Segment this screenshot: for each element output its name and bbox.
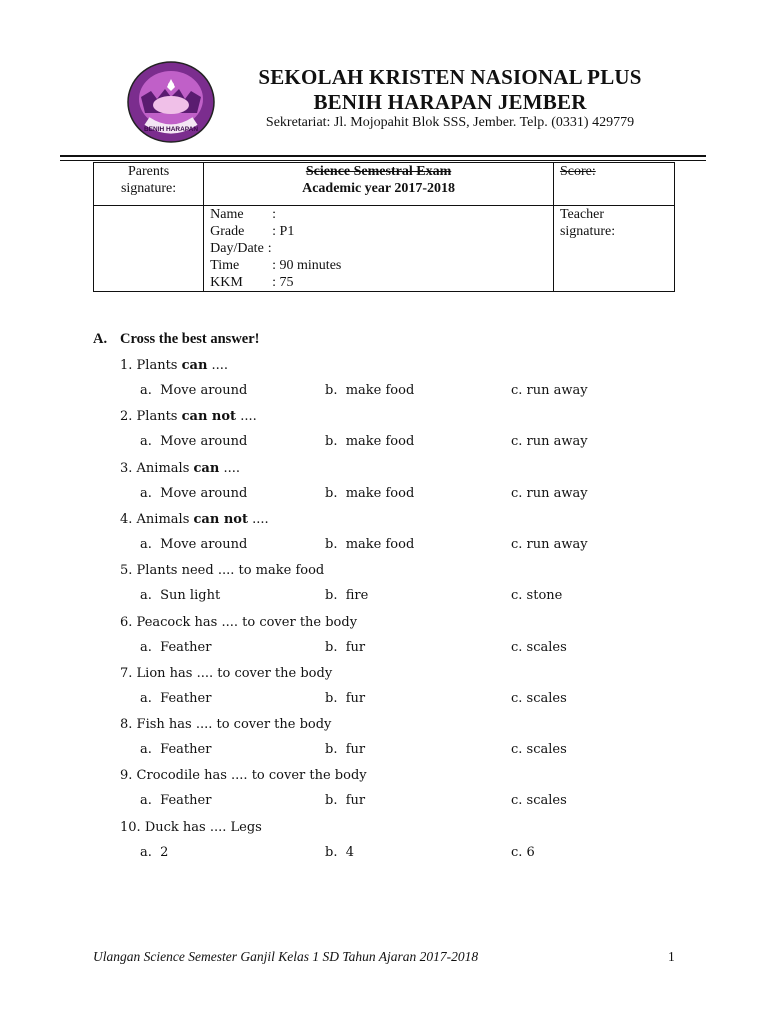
- score-cell: [553, 163, 674, 206]
- question-1: [120, 358, 228, 373]
- question-number: 9.: [120, 768, 133, 784]
- question-1-option-c: c. run away: [511, 383, 588, 398]
- question-number: 5.: [120, 563, 133, 579]
- question-6: [120, 615, 357, 630]
- question-number: 8.: [120, 717, 133, 733]
- question-number: 2.: [120, 409, 133, 425]
- field-time: Time : 90 minutes: [210, 258, 342, 273]
- question-text: Duck has .... Legs: [144, 819, 262, 835]
- question-keyword: can not: [193, 511, 248, 527]
- question-2-option-b: b. make food: [325, 434, 415, 450]
- question-8-option-b: b. fur: [325, 742, 366, 758]
- question-text: Plants: [136, 409, 182, 425]
- question-2-option-c: c. run away: [511, 434, 588, 450]
- question-8-option-c: c. scales: [511, 742, 567, 758]
- teacher-signature-label: Teacher signature:: [559, 207, 616, 239]
- question-number: 10.: [120, 819, 141, 835]
- student-fields-cell: [204, 206, 554, 292]
- question-text-end: ....: [236, 409, 257, 425]
- question-5-option-a: a. Sun light: [140, 588, 221, 604]
- score-label: Score:: [559, 164, 596, 179]
- question-text: Plants need .... to make food: [136, 563, 325, 579]
- question-9-option-c: c. scales: [511, 793, 567, 809]
- question-8: [120, 717, 331, 732]
- question-number: 1.: [120, 358, 133, 373]
- school-name-line2: BENIH HARAPAN JEMBER: [313, 90, 587, 114]
- question-3-option-b: b. make food: [325, 485, 415, 501]
- question-6-option-b: b. fur: [325, 639, 366, 655]
- question-keyword: can not: [181, 409, 237, 425]
- parents-signature-cell: [94, 163, 204, 206]
- question-text-end: ....: [207, 358, 229, 373]
- question-text-end: ....: [219, 460, 240, 476]
- question-3-option-a: a. Move around: [140, 485, 248, 501]
- section-letter: A.: [93, 331, 108, 347]
- academic-year: Academic year 2017-2018: [302, 181, 456, 196]
- parents-signature-label: Parents signature:: [120, 164, 177, 196]
- exam-title: Science Semestral Exam: [305, 164, 452, 179]
- question-10-option-b: b. 4: [325, 844, 354, 860]
- question-text-end: ....: [247, 511, 269, 527]
- page-number: 1: [668, 949, 675, 964]
- section-heading: [93, 331, 260, 348]
- question-6-option-c: c. scales: [511, 639, 567, 655]
- question-7: [120, 666, 332, 681]
- question-6-option-a: a. Feather: [140, 639, 212, 655]
- question-1-option-a: a. Move around: [140, 383, 248, 398]
- question-9-option-a: a. Feather: [140, 793, 212, 809]
- question-10: [120, 820, 262, 835]
- teacher-signature-cell: [553, 206, 674, 292]
- question-4-option-b: b. make food: [325, 536, 415, 552]
- parents-signature-space: [94, 206, 204, 292]
- question-8-option-a: a. Feather: [140, 742, 212, 758]
- question-10-option-c: c. 6: [511, 844, 535, 860]
- question-4: [120, 512, 269, 527]
- question-7-option-c: c. scales: [511, 690, 567, 706]
- exam-info-table: [93, 162, 675, 292]
- field-name: Name :: [210, 207, 277, 222]
- field-grade: Grade : P1: [210, 224, 295, 239]
- question-7-option-a: a. Feather: [140, 690, 212, 706]
- question-text: Crocodile has .... to cover the body: [136, 768, 367, 784]
- question-text: Animals: [136, 511, 194, 527]
- question-text: Peacock has .... to cover the body: [136, 614, 358, 630]
- question-text: Animals: [136, 460, 194, 476]
- question-9-option-b: b. fur: [325, 793, 366, 809]
- footer-text: Ulangan Science Semester Ganjil Kelas 1 SD Tahun Ajaran 2017-2018: [93, 949, 479, 964]
- question-7-option-b: b. fur: [325, 690, 366, 706]
- question-text: Fish has .... to cover the body: [136, 717, 332, 733]
- question-number: 3.: [120, 460, 133, 476]
- question-4-option-a: a. Move around: [140, 536, 248, 552]
- question-keyword: can: [193, 460, 220, 476]
- question-3-option-c: c. run away: [511, 485, 588, 501]
- question-text: Plants: [136, 358, 182, 373]
- question-3: [120, 461, 240, 476]
- question-4-option-c: c. run away: [511, 536, 588, 552]
- question-1-option-b: b. make food: [325, 383, 415, 398]
- question-number: 7.: [120, 665, 133, 681]
- question-keyword: can: [181, 358, 208, 373]
- exam-title-cell: [204, 163, 554, 206]
- field-daydate: Day/Date :: [210, 241, 272, 256]
- question-5-option-c: c. stone: [511, 588, 563, 604]
- question-5-option-b: b. fire: [325, 588, 369, 604]
- question-number: 6.: [120, 614, 133, 630]
- question-10-option-a: a. 2: [140, 844, 169, 860]
- school-address: Sekretariat: Jl. Mojopahit Blok SSS, Jember. Telp. (0331) 429779: [265, 115, 635, 130]
- school-name-line1: SEKOLAH KRISTEN NASIONAL PLUS: [258, 65, 642, 89]
- field-kkm: KKM : 75: [210, 275, 294, 290]
- question-2-option-a: a. Move around: [140, 434, 248, 450]
- question-number: 4.: [120, 511, 133, 527]
- question-2: [120, 409, 257, 424]
- question-9: [120, 768, 367, 783]
- logo-text: BENIH HARAPAN: [143, 126, 199, 133]
- question-text: Lion has .... to cover the body: [136, 665, 333, 681]
- header-divider: [60, 155, 706, 157]
- question-5: [120, 563, 324, 578]
- section-title: Cross the best answer!: [120, 331, 260, 347]
- school-logo: [127, 61, 215, 143]
- header-divider-thin: [60, 160, 706, 161]
